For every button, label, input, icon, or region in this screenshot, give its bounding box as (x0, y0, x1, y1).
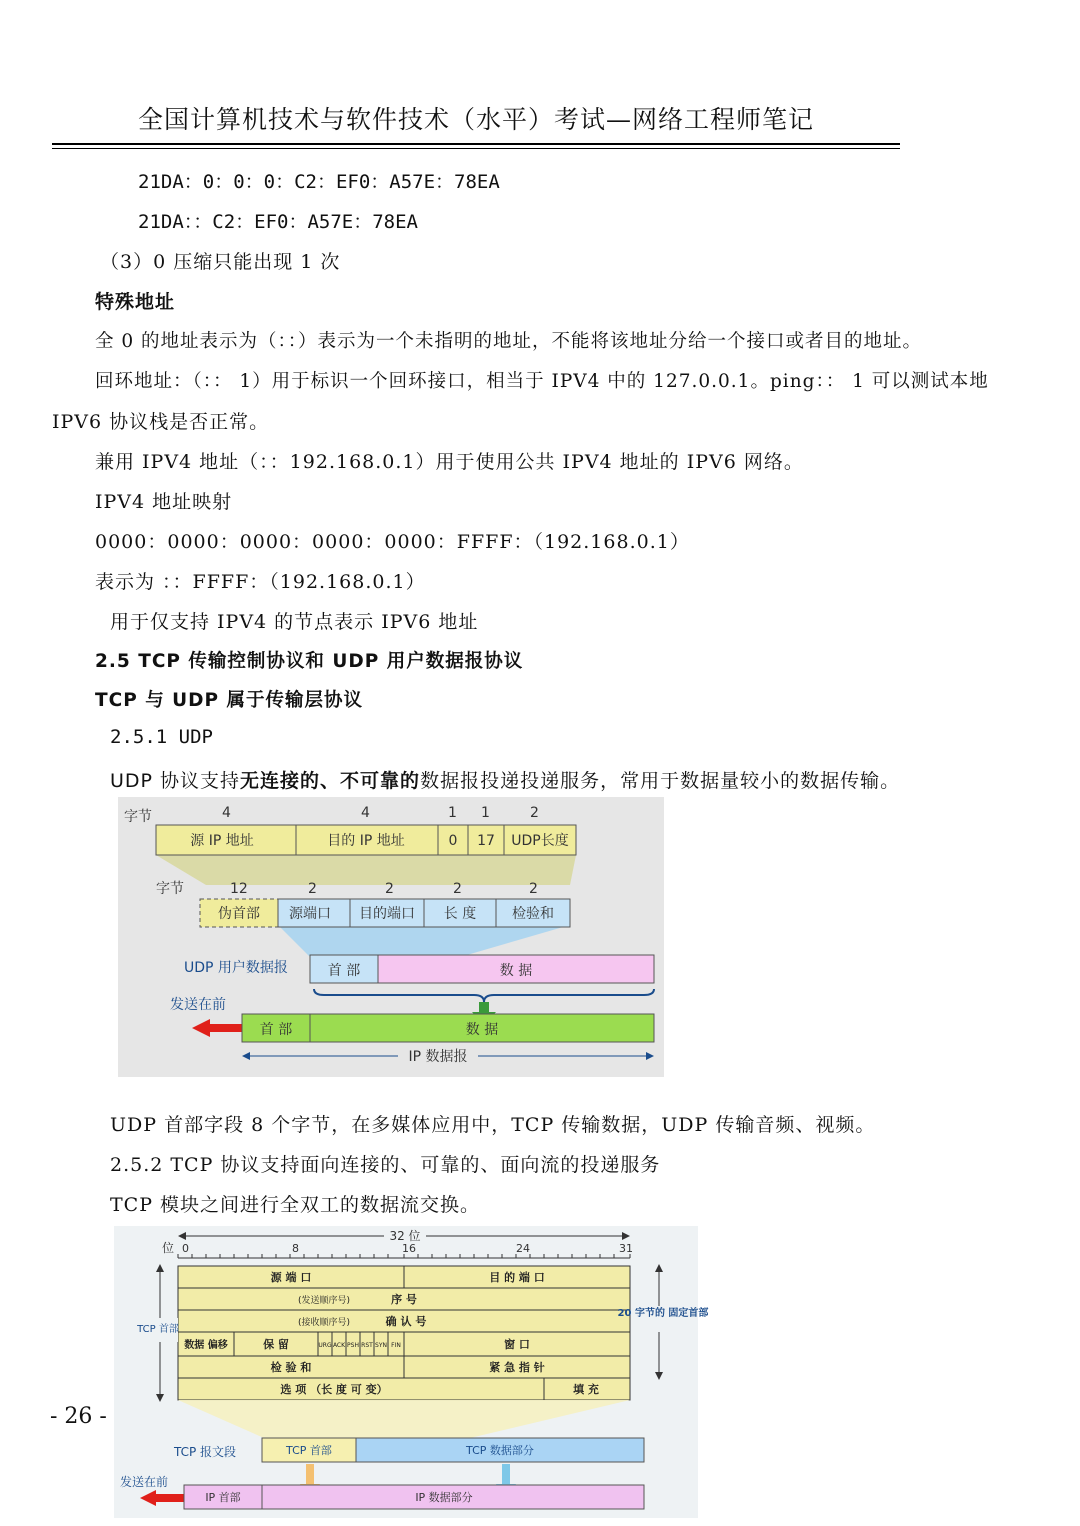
tcp-bit-0: 0 (182, 1242, 189, 1255)
page-number: - 26 - (50, 1404, 107, 1429)
udp-mid-length: 长 度 (443, 906, 477, 922)
udp-top-size-2: 4 (361, 805, 370, 821)
tcp-bit-16: 16 (402, 1242, 416, 1255)
tcp-flag-psh: PSH (347, 1342, 359, 1349)
udp-mid-size-3: 2 (385, 881, 394, 897)
tcp-flag-ack: ACK (332, 1342, 346, 1349)
mapped-address-short: 表示为 ：：FFFF：（192.168.0.1） (95, 571, 426, 593)
tcp-flag-syn: SYN (375, 1342, 387, 1349)
tcp-options: 选 项 （长 度 可 变） (280, 1383, 388, 1396)
tcp-urgent-pointer: 紧 急 指 针 (489, 1361, 545, 1374)
tcp-dst-port: 目 的 端 口 (489, 1271, 545, 1284)
ipv6-full-address: 21DA：0：0：0：C2：EF0：A57E：78EA (138, 171, 500, 193)
udp-mid-byte-label: 字节 (156, 881, 184, 897)
udp-mid-size-2: 2 (308, 881, 317, 897)
udp-mid-pseudo: 伪首部 (218, 906, 260, 922)
udp-ip-data-label: 数 据 (465, 1022, 499, 1038)
tcp-arrow-right-shaft (502, 1464, 510, 1486)
header-rule-thick (52, 143, 900, 145)
tcp-bit-24: 24 (516, 1242, 530, 1255)
tcp-send-first-label: 发送在前 (120, 1475, 169, 1489)
udp-top-size-3: 1 (448, 805, 457, 821)
udp-datagram-label: UDP 用户数据报 (184, 960, 288, 976)
tcp-window: 窗 口 (504, 1338, 530, 1351)
udp-field-dst-ip: 目的 IP 地址 (327, 833, 405, 849)
tcp-bit-8: 8 (292, 1242, 299, 1255)
tcp-segment-figure (114, 1226, 709, 1518)
udp-top-size-1: 4 (222, 805, 231, 821)
udp-datagram-figure (118, 797, 664, 1077)
udp-mid-size-5: 2 (529, 881, 538, 897)
udp-funnel-top (156, 855, 576, 885)
mapped-address-usage: 用于仅支持 IPV4 的节点表示 IPV6 地址 (110, 611, 479, 633)
udp-top-byte-label: 字节 (124, 809, 152, 825)
tcp-seq-note: (发送顺序号) (297, 1296, 351, 1306)
tcp-data-offset: 数据 偏移 (184, 1340, 228, 1351)
zero-compression-rule: （3）0 压缩只能出现 1 次 (100, 251, 341, 273)
tcp-flag-urg: URG (318, 1342, 332, 1349)
loopback-address-text-cont: IPV6 协议栈是否正常。 (52, 411, 270, 433)
tcp-reserved: 保 留 (263, 1338, 289, 1351)
section-2-5-2-heading: 2.5.2 TCP 协议支持面向连接的、可靠的、面向流的投递服务 (110, 1154, 661, 1176)
tcp-segment-label: TCP 报文段 (174, 1445, 237, 1459)
tcp-seq: 序 号 (391, 1293, 417, 1306)
tcp-padding: 填 充 (573, 1383, 599, 1396)
header-rule-thin (52, 148, 900, 149)
special-address-heading: 特殊地址 (95, 291, 176, 313)
udp-mid-size-4: 2 (453, 881, 462, 897)
tcp-bit-31: 31 (619, 1242, 633, 1255)
tcp-segment-data-label: TCP 数据部分 (466, 1444, 534, 1457)
mapped-address-heading: IPV4 地址映射 (95, 491, 233, 513)
tcp-ip-data-label: IP 数据部分 (415, 1491, 473, 1504)
udp-field-length: UDP长度 (511, 833, 569, 849)
tcp-ack: 确 认 号 (385, 1315, 427, 1328)
udp-field-17: 17 (477, 833, 495, 849)
unspecified-address-text: 全 0 的地址表示为（：：）表示为一个未指明的地址，不能将该地址分给一个接口或者目的地址。 (95, 331, 923, 352)
udp-field-src-ip: 源 IP 地址 (190, 833, 254, 849)
compatible-address-text: 兼用 IPV4 地址（：：192.168.0.1）用于使用公共 IPV4 地址的 IPV6 网络。 (95, 451, 804, 473)
udp-mid-checksum: 检验和 (512, 906, 554, 922)
tcp-ack-note: (接收顺序号) (297, 1318, 351, 1328)
tcp-width-label: 32 位 (389, 1229, 421, 1243)
tcp-checksum: 检 验 和 (270, 1361, 312, 1374)
udp-field-zero: 0 (448, 833, 458, 849)
section-2-5-1-heading: 2.5.1 UDP (110, 726, 213, 748)
tcp-src-port: 源 端 口 (270, 1271, 312, 1284)
udp-ip-datagram-label: IP 数据报 (408, 1049, 468, 1065)
tcp-bit-label: 位 (162, 1241, 175, 1255)
udp-description-prefix: UDP 协议支持 (110, 770, 241, 792)
tcp-arrow-left-shaft (306, 1464, 314, 1486)
udp-datagram-data-label: 数 据 (499, 963, 533, 979)
tcp-segment-header-label: TCP 首部 (286, 1444, 332, 1457)
tcp-header-label: TCP 首部 (137, 1324, 179, 1335)
udp-description-emphasis: 无连接的、不可靠的 (240, 770, 421, 792)
udp-top-size-5: 2 (530, 805, 539, 821)
udp-description-suffix: 数据报投递投递服务，常用于数据量较小的数据传输。 (420, 770, 901, 792)
udp-ip-header-label: 首 部 (259, 1022, 293, 1038)
tcp-fixed-header-label: 20 字节的 固定首部 (617, 1308, 709, 1319)
page-header: 全国计算机技术与软件技术（水平）考试—网络工程师笔记 (137, 105, 814, 134)
udp-mid-src-port: 源端口 (289, 906, 331, 922)
tcp-flag-fin: FIN (391, 1342, 401, 1349)
tcp-ip-header-label: IP 首部 (205, 1491, 241, 1504)
ipv6-compressed-address: 21DA：：C2：EF0：A57E：78EA (138, 211, 418, 233)
mapped-address-full: 0000：0000：0000：0000：0000：FFFF：（192.168.0.1） (95, 531, 690, 553)
udp-mid-dst-port: 目的端口 (359, 906, 415, 922)
udp-top-size-4: 1 (481, 805, 490, 821)
udp-header-size-text: UDP 首部字段 8 个字节，在多媒体应用中，TCP 传输数据，UDP 传输音频、视频。 (110, 1114, 876, 1136)
udp-send-first-label: 发送在前 (170, 997, 226, 1013)
loopback-address-text: 回环地址：（：： 1）用于标识一个回环接口，相当于 IPV4 中的 127.0.0.1。ping：： 1 可以测试本地 (95, 371, 989, 392)
transport-layer-heading: TCP 与 UDP 属于传输层协议 (95, 690, 364, 711)
udp-description (110, 766, 900, 793)
tcp-flag-rst: RST (361, 1342, 373, 1349)
section-2-5-heading: 2.5 TCP 传输控制协议和 UDP 用户数据报协议 (95, 651, 524, 672)
udp-datagram-header-label: 首 部 (327, 963, 361, 979)
tcp-full-duplex-text: TCP 模块之间进行全双工的数据流交换。 (110, 1194, 481, 1216)
udp-mid-size-1: 12 (230, 881, 248, 897)
